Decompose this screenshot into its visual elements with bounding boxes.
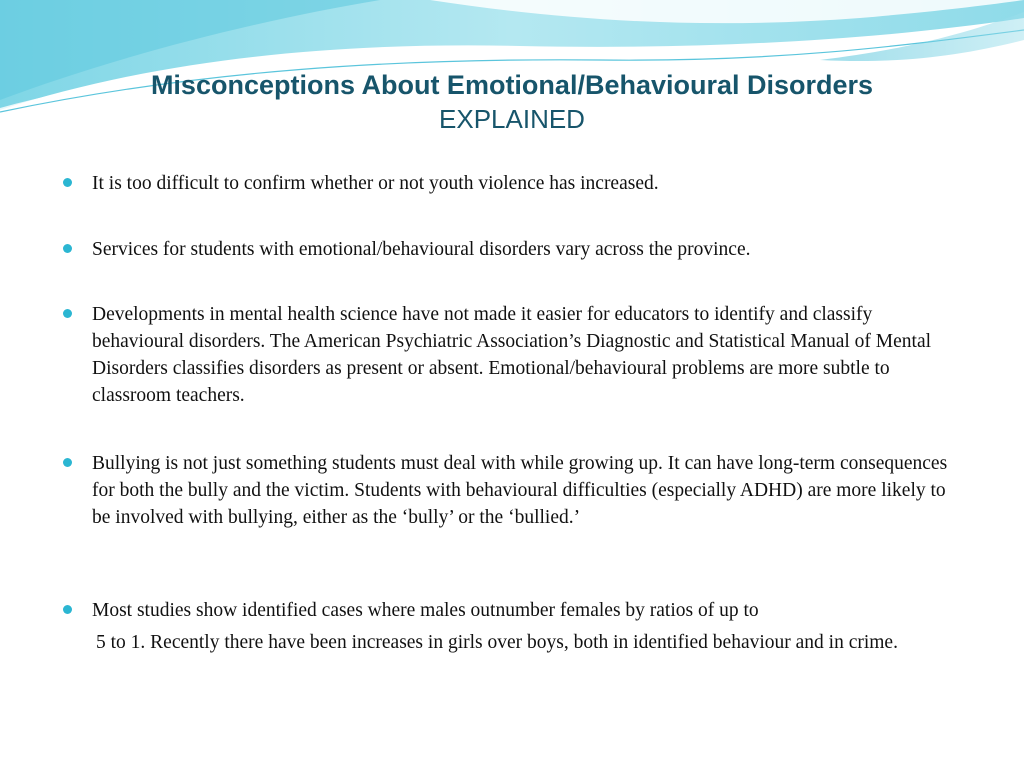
bullet-dot-icon bbox=[63, 309, 72, 318]
bullet-text: It is too difficult to confirm whether or not youth violence has increased. bbox=[92, 173, 659, 194]
slide-title: Misconceptions About Emotional/Behavioural Disorders bbox=[150, 70, 874, 100]
bullet-text: Services for students with emotional/behavioural disorders vary across the province. bbox=[92, 239, 751, 260]
bullet-text: Most studies show identified cases where males outnumber females by ratios of up to bbox=[92, 600, 759, 621]
bullet-text: Developments in mental health science have not made it easier for educators to identify and classify behavioural disorders. The American Psychiatric Association’s Diagnostic and Statistical Manual of Mental Disorders classifies disorders as present or absent. Emotional/behavioural problems are more subtle to classroom teachers. bbox=[92, 304, 932, 406]
bullet-dot-icon bbox=[63, 244, 72, 253]
bullet-text: Bullying is not just something students must deal with while growing up. It can have long-term consequences for both the bully and the victim. Students with behavioural difficulties (especially ADHD) are more likely to be involved with bullying, either as the ‘bully’ or the ‘bullied.’ bbox=[92, 453, 948, 528]
slide-title-block bbox=[40, 68, 984, 136]
bullet-dot-icon bbox=[63, 458, 72, 467]
slide-subtitle: EXPLAINED bbox=[439, 104, 585, 134]
bullet-dot-icon bbox=[63, 605, 72, 614]
bullet-dot-icon bbox=[63, 178, 72, 187]
bullet-continuation-text: 5 to 1. Recently there have been increases in girls over boys, both in identified behaviour and in crime. bbox=[96, 632, 898, 653]
